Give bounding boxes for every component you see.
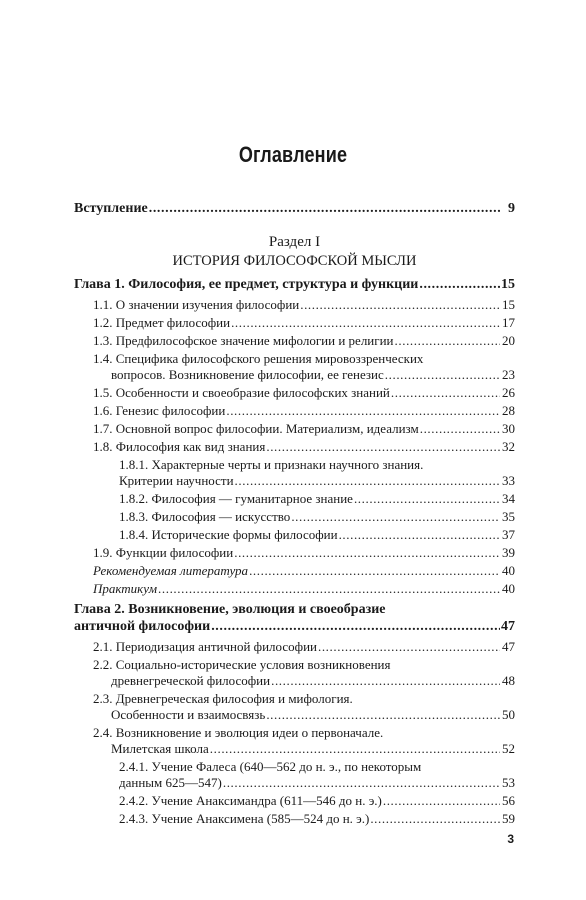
toc-entry-page: 15 xyxy=(502,297,515,312)
dot-leader xyxy=(318,639,500,655)
toc-entry-intro[interactable] xyxy=(74,201,515,217)
toc-entry-title: 1.2. Предмет философии xyxy=(93,315,231,330)
dot-leader xyxy=(385,367,500,383)
toc-entry-2-3-line1: 2.3. Древнегреческая философия и мифология. xyxy=(93,691,353,706)
toc-entry-title: древнегреческой философии xyxy=(111,673,271,688)
toc-entry-2-4-2[interactable] xyxy=(119,793,515,809)
toc-entry-page: 26 xyxy=(502,385,515,400)
toc-entry-2-1[interactable] xyxy=(93,639,515,655)
dot-leader xyxy=(149,201,500,217)
toc-entry-page: 40 xyxy=(502,563,515,578)
toc-entry-title: Практикум xyxy=(93,581,158,596)
toc-entry-title: Критерии научности xyxy=(119,473,234,488)
toc-entry-page: 56 xyxy=(502,793,515,808)
section-label: Раздел I xyxy=(268,234,321,250)
toc-entry-title: 1.8.3. Философия — искусство xyxy=(119,509,291,524)
toc-entry-title: Милетская школа xyxy=(111,741,209,756)
dot-leader xyxy=(266,707,500,723)
dot-leader xyxy=(383,793,500,809)
toc-entry-1-4[interactable] xyxy=(111,367,515,383)
toc-entry-1-9[interactable] xyxy=(93,545,515,561)
toc-entry-title: 2.1. Периодизация античной философии xyxy=(93,639,317,654)
toc-entry-title: 2.4.3. Учение Анаксимена (585—524 до н. э.) xyxy=(119,811,370,826)
toc-entry-page: 47 xyxy=(502,639,515,654)
toc-entry-title: 1.8.2. Философия — гуманитарное знание xyxy=(119,491,353,506)
dot-leader xyxy=(395,333,500,349)
toc-entry-1-4-line1: 1.4. Специфика философского решения мировоззренческих xyxy=(93,351,424,366)
toc-entry-title: 1.6. Генезис философии xyxy=(93,403,226,418)
dot-leader xyxy=(223,775,500,791)
toc-entry-title: античной философии xyxy=(74,619,211,634)
toc-entry-page: 53 xyxy=(502,775,515,790)
toc-entry-title: 1.3. Предфилософское значение мифологии и религии xyxy=(93,333,394,348)
toc-entry-page: 9 xyxy=(508,201,515,216)
toc-entry-page: 33 xyxy=(502,473,515,488)
toc-chapter-2[interactable] xyxy=(74,619,515,635)
toc-entry-page: 59 xyxy=(502,811,515,826)
toc-entry-page: 39 xyxy=(502,545,515,560)
toc-entry-page: 52 xyxy=(502,741,515,756)
toc-entry-2-2-line1: 2.2. Социально-исторические условия возникновения xyxy=(93,657,391,672)
dot-leader xyxy=(249,563,500,579)
toc-entry-1-1[interactable] xyxy=(93,297,515,313)
toc-entry-page: 50 xyxy=(502,707,515,722)
toc-entry-title: Рекомендуемая литература xyxy=(93,563,249,578)
toc-entry-page: 15 xyxy=(501,277,515,292)
toc-entry-title: данным 625—547) xyxy=(119,775,222,790)
toc-entry-page: 35 xyxy=(502,509,515,524)
toc-entry-page: 20 xyxy=(502,333,515,348)
toc-entry-2-2[interactable] xyxy=(111,673,515,689)
toc-entry-title: Глава 1. Философия, ее предмет, структура и функции xyxy=(74,277,419,292)
toc-entry-2-3[interactable] xyxy=(111,707,515,723)
toc-entry-page: 47 xyxy=(501,619,515,634)
toc-entry-1-6[interactable] xyxy=(93,403,515,419)
toc-chapter-2-line1: Глава 2. Возникновение, эволюция и своеобразие xyxy=(74,602,386,617)
dot-leader xyxy=(211,619,500,635)
toc-entry-title: вопросов. Возникновение философии, ее генезис xyxy=(111,367,384,382)
dot-leader xyxy=(266,439,500,455)
toc-entry-2-4[interactable] xyxy=(111,741,515,757)
dot-leader xyxy=(370,811,500,827)
toc-entry-page: 23 xyxy=(502,367,515,382)
toc-entry-2-4-1[interactable] xyxy=(119,775,515,791)
toc-entry-practicum[interactable] xyxy=(93,581,515,597)
dot-leader xyxy=(419,277,500,293)
toc-entry-page: 17 xyxy=(502,315,515,330)
toc-entry-page: 48 xyxy=(502,673,515,688)
dot-leader xyxy=(158,581,500,597)
dot-leader xyxy=(391,385,500,401)
dot-leader xyxy=(210,741,500,757)
toc-entry-title: 2.4.2. Учение Анаксимандра (611—546 до н. э.) xyxy=(119,793,382,808)
toc-entry-1-5[interactable] xyxy=(93,385,515,401)
toc-entry-page: 32 xyxy=(502,439,515,454)
toc-entry-title: 1.7. Основной вопрос философии. Материализм, идеализм xyxy=(93,421,419,436)
page-title: Оглавление xyxy=(238,142,348,167)
toc-entry-title: 1.5. Особенности и своеобразие философских знаний xyxy=(93,385,390,400)
toc-entry-1-7[interactable] xyxy=(93,421,515,437)
toc-entry-1-2[interactable] xyxy=(93,315,515,331)
dot-leader xyxy=(234,545,500,561)
toc-chapter-1[interactable] xyxy=(74,277,515,293)
toc-entry-title: Особенности и взаимосвязь xyxy=(111,707,266,722)
dot-leader xyxy=(271,673,500,689)
toc-entry-title: 1.1. О значении изучения философии xyxy=(93,297,300,312)
dot-leader xyxy=(235,473,500,489)
toc-entry-2-4-line1: 2.4. Возникновение и эволюция идеи о первоначале. xyxy=(93,725,384,740)
toc-entry-title: 1.9. Функции философии xyxy=(93,545,234,560)
toc-entry-1-8-1-line1: 1.8.1. Характерные черты и признаки научного знания. xyxy=(119,457,424,472)
dot-leader xyxy=(300,297,500,313)
toc-entry-page: 34 xyxy=(502,491,515,506)
dot-leader xyxy=(420,421,500,437)
toc-entry-title: 1.8. Философия как вид знания xyxy=(93,439,266,454)
dot-leader xyxy=(339,527,500,543)
toc-entry-page: 30 xyxy=(502,421,515,436)
toc-entry-1-8-1[interactable] xyxy=(119,473,515,489)
toc-entry-1-8-4[interactable] xyxy=(119,527,515,543)
toc-entry-2-4-1-line1: 2.4.1. Учение Фалеса (640—562 до н. э., по некоторым xyxy=(119,759,422,774)
section-title: ИСТОРИЯ ФИЛОСОФСКОЙ МЫСЛИ xyxy=(172,253,417,269)
toc-entry-page: 28 xyxy=(502,403,515,418)
toc-entry-page: 40 xyxy=(502,581,515,596)
toc-entry-1-8[interactable] xyxy=(93,439,515,455)
page-number: 3 xyxy=(507,832,514,846)
toc-entry-literature[interactable] xyxy=(93,563,515,579)
toc-entry-title: Вступление xyxy=(74,201,148,216)
dot-leader xyxy=(231,315,500,331)
toc-entry-1-8-3[interactable] xyxy=(119,509,515,525)
dot-leader xyxy=(226,403,500,419)
toc-entry-1-3[interactable] xyxy=(93,333,515,349)
dot-leader xyxy=(291,509,500,525)
toc-entry-1-8-2[interactable] xyxy=(119,491,515,507)
toc-entry-title: 1.8.4. Исторические формы философии xyxy=(119,527,338,542)
dot-leader xyxy=(354,491,500,507)
toc-entry-page: 37 xyxy=(502,527,515,542)
toc-entry-2-4-3[interactable] xyxy=(119,811,515,827)
